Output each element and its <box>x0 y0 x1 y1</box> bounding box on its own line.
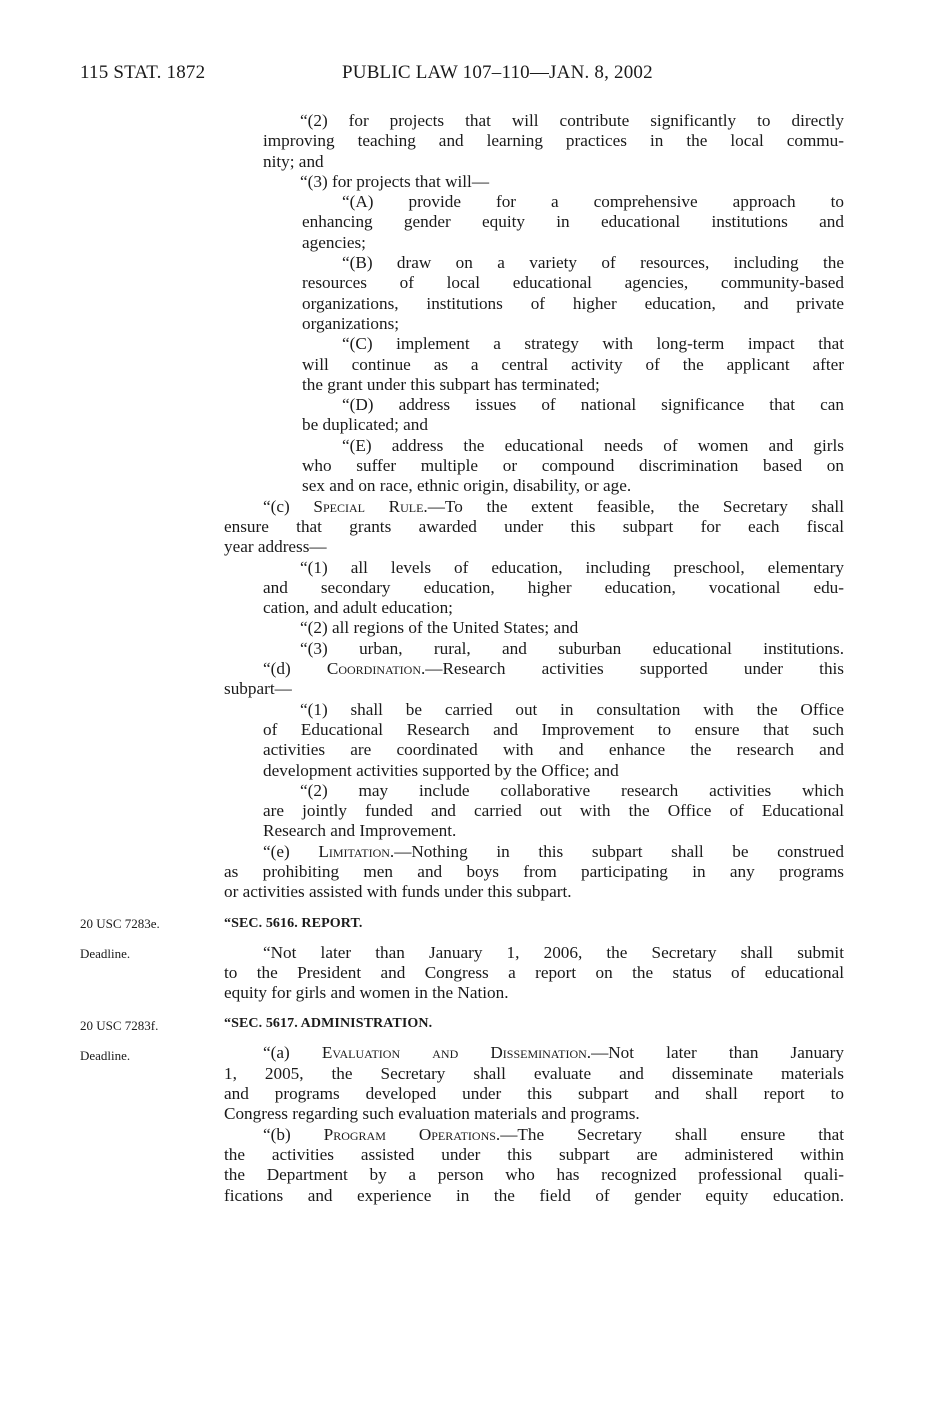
section-5617-heading: “SEC. 5617. ADMINISTRATION. <box>224 1016 433 1032</box>
text-line: agencies; <box>302 232 366 252</box>
statute-page-number: 115 STAT. 1872 <box>80 62 206 83</box>
text-line: ensure that grants awarded under this subpart for each fiscal <box>224 516 844 536</box>
margin-note-deadline-5617: Deadline. <box>80 1048 131 1063</box>
margin-note-deadline-5616: Deadline. <box>80 946 131 961</box>
text-line: resources of local educational agencies, community-based <box>302 273 844 293</box>
text-line: and programs developed under this subpart and shall report to <box>224 1084 844 1104</box>
text-line: “(2) may include collaborative research activities which <box>300 780 844 800</box>
subsection-heading: Evaluation and Dissemination. <box>321 1043 592 1063</box>
public-law-title: PUBLIC LAW 107–110—JAN. 8, 2002 <box>342 62 653 83</box>
text-line: the Department by a person who has recognized professional quali- <box>224 1165 844 1185</box>
text-line: be duplicated; and <box>302 415 428 435</box>
section-5616-heading: “SEC. 5616. REPORT. <box>224 915 363 931</box>
text-line: the activities assisted under this subpart are administered within <box>224 1144 844 1164</box>
text-line: “Not later than January 1, 2006, the Secretary shall submit <box>263 942 844 962</box>
text-line: “(D) address issues of national significance that can <box>342 395 844 415</box>
text-line: “(B) draw on a variety of resources, including the <box>342 253 844 273</box>
text-line: 1, 2005, the Secretary shall evaluate and disseminate materials <box>224 1063 844 1083</box>
subsection-b-line: “(b) Program Operations.—The Secretary shall ensure that <box>263 1124 844 1144</box>
text-line: subpart— <box>224 679 292 699</box>
margin-note-usc-5617: 20 USC 7283f. <box>80 1018 159 1033</box>
text-line: development activities supported by the Office; and <box>263 760 619 780</box>
text-line: activities are coordinated with and enhance the research and <box>263 740 844 760</box>
text-line: “(2) for projects that will contribute significantly to directly <box>300 111 844 130</box>
subsection-heading: Special Rule. <box>313 496 428 516</box>
text-line: Research and Improvement. <box>263 821 457 841</box>
subsection-e-line: “(e) Limitation.—Nothing in this subpart shall be construed <box>263 841 844 861</box>
text-line: organizations, institutions of higher education, and private <box>302 293 844 313</box>
text-line: “(2) all regions of the United States; and <box>300 618 579 638</box>
subsection-d-line: “(d) Coordination.—Research activities supported under this <box>263 659 844 679</box>
subsection-heading: Program Operations. <box>323 1124 501 1144</box>
text-line: as prohibiting men and boys from participating in any programs <box>224 861 844 881</box>
text-line: sex and on race, ethnic origin, disability, or age. <box>302 476 632 496</box>
text-line: fications and experience in the field of gender equity education. <box>224 1185 844 1205</box>
text-line: equity for girls and women in the Nation. <box>224 983 509 1003</box>
subsection-c-line: “(c) Special Rule.—To the extent feasible, the Secretary shall <box>263 496 844 516</box>
text-line: “(3) urban, rural, and suburban educational institutions. <box>300 638 844 658</box>
margin-note-usc-5616: 20 USC 7283e. <box>80 916 160 931</box>
text-line: of Educational Research and Improvement to ensure that such <box>263 719 844 739</box>
text-line: Congress regarding such evaluation materials and programs. <box>224 1104 640 1124</box>
subsection-heading: Coordination. <box>326 659 426 679</box>
document-body <box>224 111 844 1206</box>
subsection-heading: Limitation. <box>318 841 395 861</box>
text-line: and secondary education, higher education, vocational edu- <box>263 577 844 597</box>
text-line: “(1) shall be carried out in consultation with the Office <box>300 699 844 719</box>
text-line: cation, and adult education; <box>263 598 453 618</box>
text-line: “(C) implement a strategy with long-term impact that <box>342 334 844 354</box>
text-line: who suffer multiple or compound discrimination based on <box>302 456 844 476</box>
running-header <box>80 62 880 92</box>
text-line: “(A) provide for a comprehensive approach to <box>342 192 844 212</box>
text-line: nity; and <box>263 151 324 171</box>
text-line: organizations; <box>302 313 400 333</box>
text-line: are jointly funded and carried out with the Office of Educational <box>263 801 844 821</box>
text-line: “(3) for projects that will— <box>300 171 490 191</box>
text-line: improving teaching and learning practices in the local commu- <box>263 131 844 151</box>
text-line: “(E) address the educational needs of women and girls <box>342 435 844 455</box>
text-line: to the President and Congress a report on the status of educational <box>224 962 844 982</box>
text-line: “(1) all levels of education, including preschool, elementary <box>300 557 844 577</box>
text-line: the grant under this subpart has terminated; <box>302 374 600 394</box>
text-line: enhancing gender equity in educational institutions and <box>302 212 844 232</box>
text-line: year address— <box>224 537 327 557</box>
text-line: will continue as a central activity of the applicant after <box>302 354 844 374</box>
subsection-a-line: “(a) Evaluation and Dissemination.—Not later than January <box>263 1043 844 1063</box>
text-line: or activities assisted with funds under this subpart. <box>224 882 572 902</box>
